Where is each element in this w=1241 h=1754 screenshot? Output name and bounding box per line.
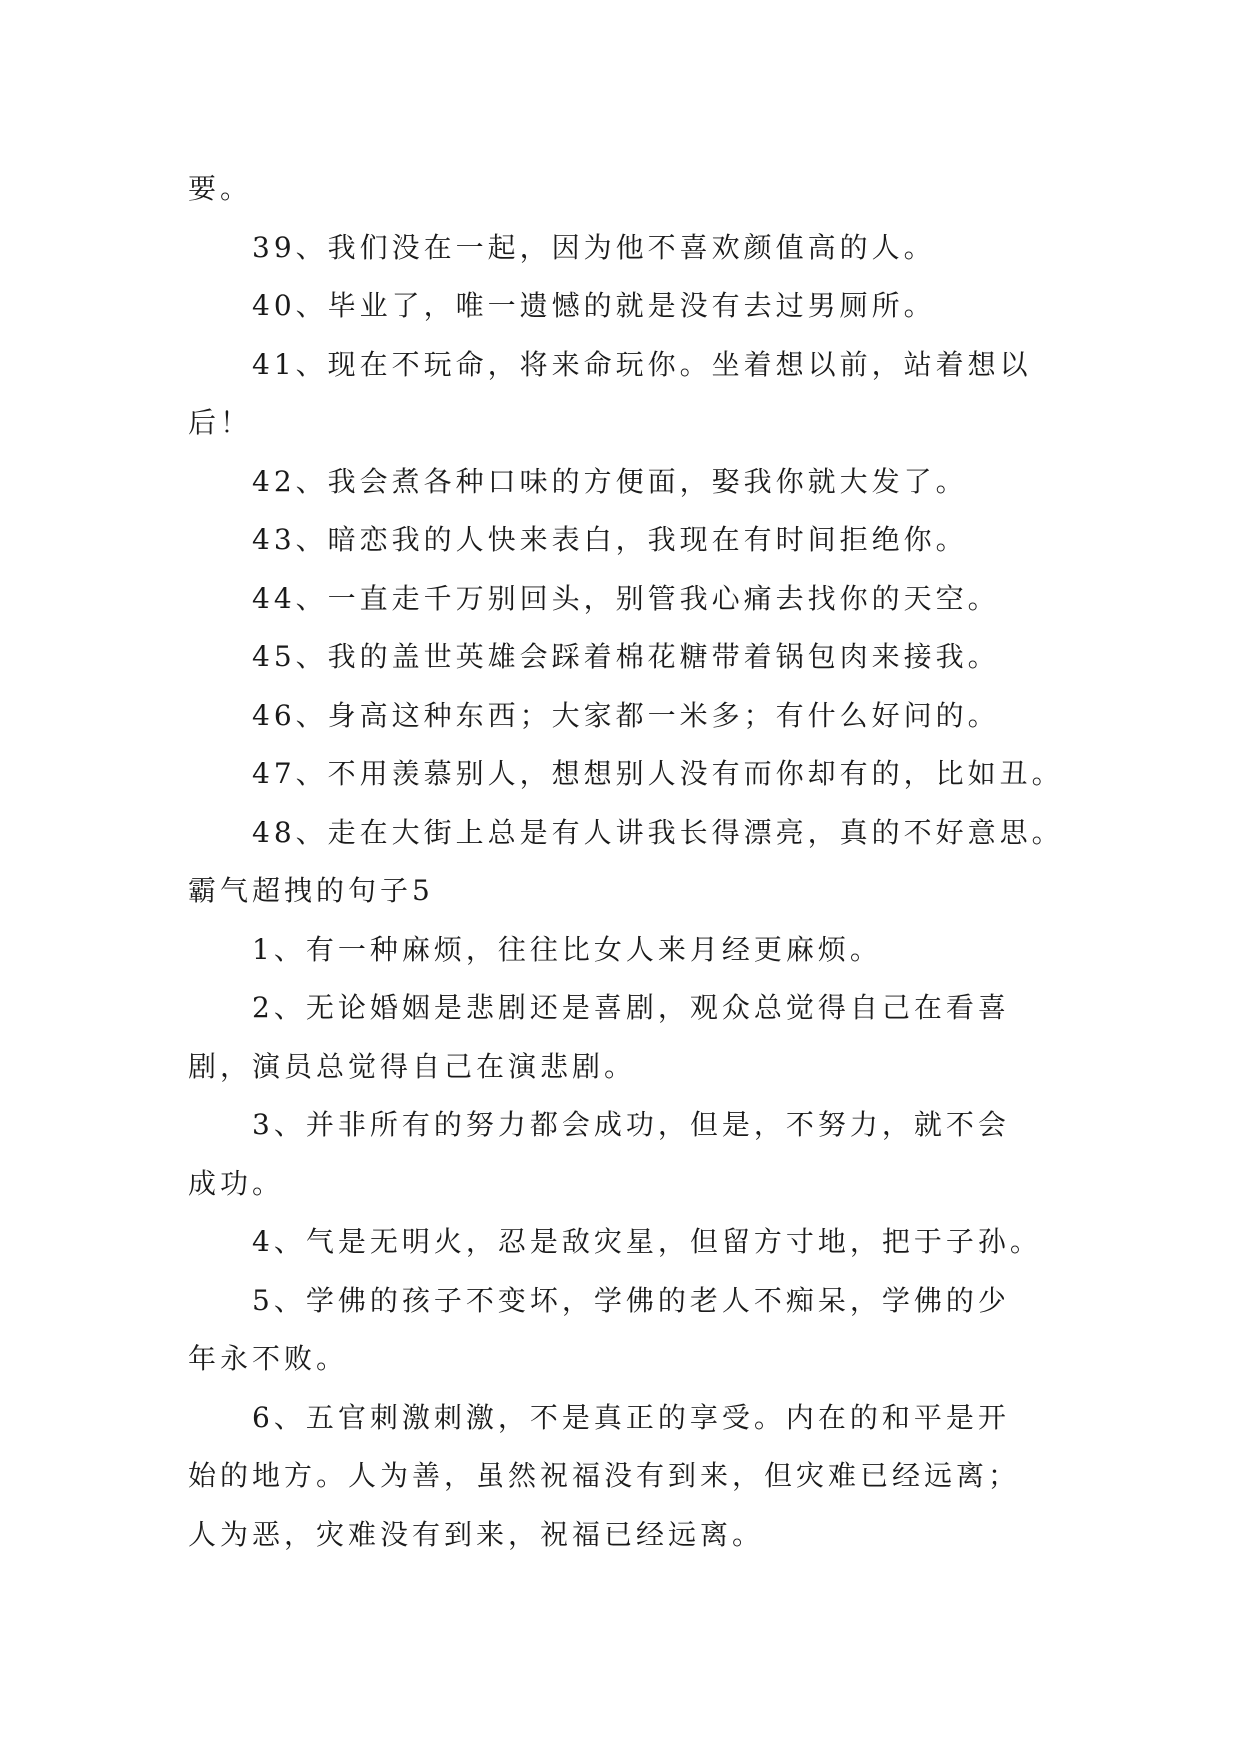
list-item-42: 42、我会煮各种口味的方便面，娶我你就大发了。 [252, 464, 968, 498]
list-item-5: 5、学佛的孩子不变坏，学佛的老人不痴呆，学佛的少 [252, 1283, 1010, 1317]
list-item-2: 2、无论婚姻是悲剧还是喜剧，观众总觉得自己在看喜 [252, 991, 1010, 1024]
list-item-41: 41、现在不玩命，将来命玩你。坐着想以前，站着想以 [252, 347, 1032, 381]
list-item-48: 48、走在大街上总是有人讲我长得漂亮，真的不好意思。 [252, 815, 1064, 849]
text-line: 后！ [188, 406, 253, 439]
list-item-1: 1、有一种麻烦，往往比女人来月经更麻烦。 [252, 932, 882, 966]
list-item-45: 45、我的盖世英雄会踩着棉花糖带着锅包肉来接我。 [252, 640, 1000, 673]
text-line: 始的地方。人为善，虽然祝福没有到来，但灾难已经远离； [188, 1459, 1021, 1492]
list-item-46: 46、身高这种东西；大家都一米多；有什么好问的。 [252, 698, 1000, 732]
list-item-43: 43、暗恋我的人快来表白，我现在有时间拒绝你。 [252, 523, 968, 556]
list-item-4: 4、气是无明火，忍是敌灾星，但留方寸地，把于子孙。 [252, 1225, 1042, 1258]
list-item-44: 44、一直走千万别回头，别管我心痛去找你的天空。 [252, 581, 1000, 615]
list-item-6: 6、五官刺激刺激，不是真正的享受。内在的和平是开 [252, 1400, 1010, 1434]
text-line: 要。 [188, 172, 253, 205]
list-item-47: 47、不用羡慕别人，想想别人没有而你却有的，比如丑。 [252, 757, 1064, 790]
text-line: 人为恶，灾难没有到来，祝福已经远离。 [188, 1517, 765, 1551]
text-line: 剧，演员总觉得自己在演悲剧。 [188, 1049, 637, 1083]
text-line: 年永不败。 [188, 1342, 349, 1375]
text-line: 成功。 [188, 1166, 285, 1200]
list-item-40: 40、毕业了，唯一遗憾的就是没有去过男厕所。 [252, 289, 936, 322]
document-body [188, 160, 1064, 1564]
section-heading: 霸气超拽的句子5 [188, 874, 434, 907]
list-item-3: 3、并非所有的努力都会成功，但是，不努力，就不会 [252, 1108, 1010, 1141]
list-item-39: 39、我们没在一起，因为他不喜欢颜值高的人。 [252, 230, 936, 264]
